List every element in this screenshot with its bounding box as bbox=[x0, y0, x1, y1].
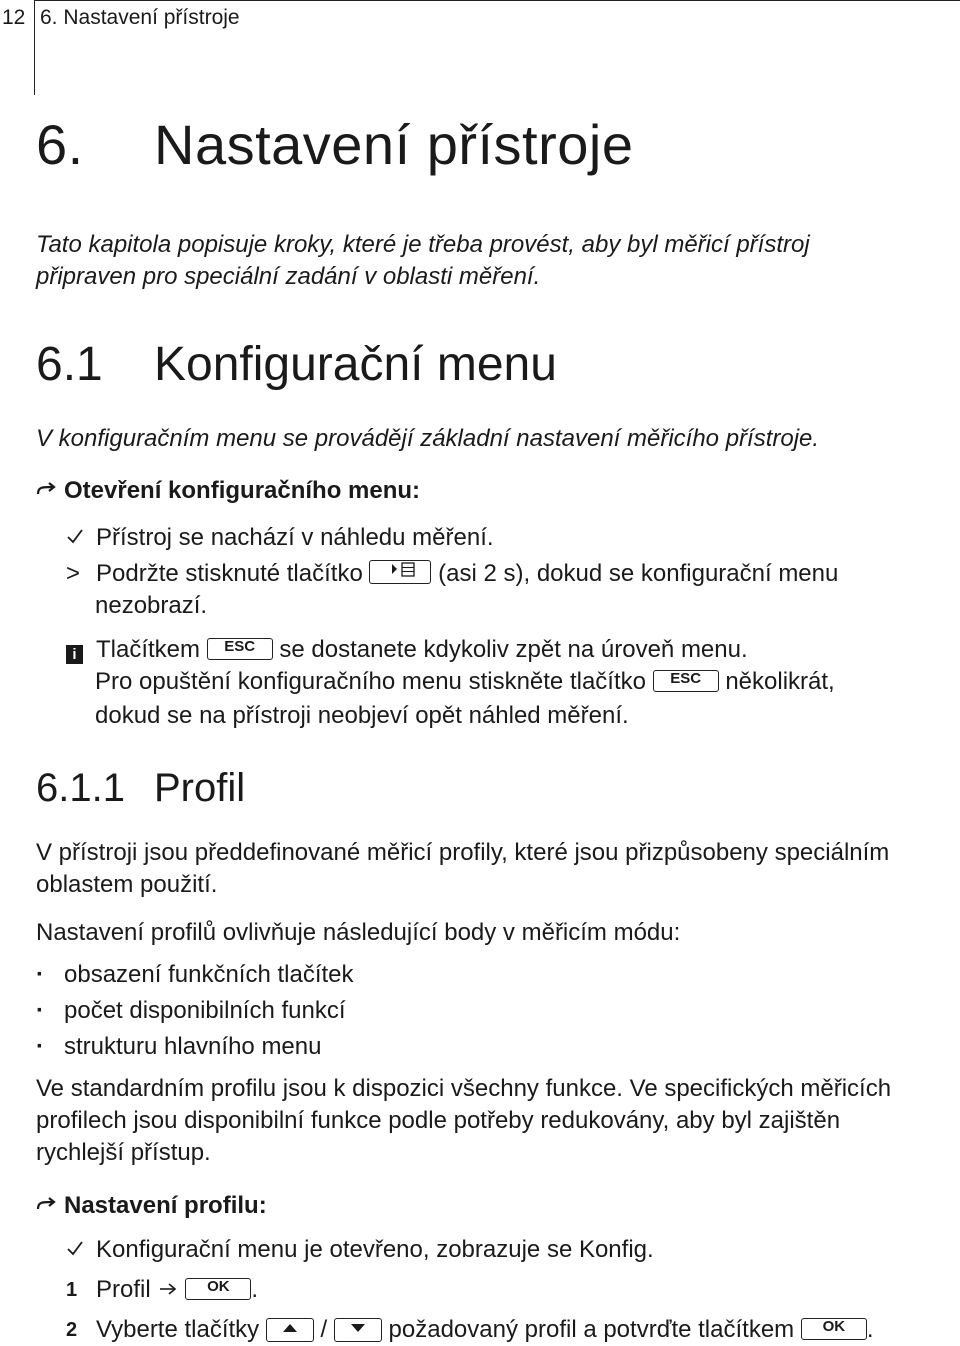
step-hold-key-cont: nezobrazí. bbox=[95, 592, 208, 619]
subsection-title: Profil bbox=[154, 766, 246, 810]
esc-key-icon: ESC bbox=[207, 638, 273, 660]
list-item: · obsazení funkčních tlačítek bbox=[36, 959, 354, 991]
chapter-heading bbox=[36, 112, 633, 177]
section-intro: V konfiguračním menu se provádějí základní nastavení měřicího přístroje. bbox=[36, 425, 820, 452]
step-number: 2 bbox=[66, 1319, 78, 1341]
step-marker: > bbox=[66, 560, 81, 587]
info-note: i Tlačítkem ESC se dostanete kdykoliv zpět na úroveň menu. bbox=[66, 634, 748, 666]
page-number: 12 bbox=[2, 6, 26, 29]
ok-key-icon: OK bbox=[801, 1318, 867, 1340]
bullet-icon: · bbox=[36, 961, 44, 988]
chapter-number: 6. bbox=[36, 113, 84, 176]
procedure-arrow-icon bbox=[36, 475, 64, 507]
bullet-icon: · bbox=[36, 997, 44, 1024]
info-icon: i bbox=[66, 645, 83, 664]
check-icon bbox=[66, 522, 96, 554]
prerequisite: Přístroj se nachází v náhledu měření. bbox=[66, 522, 494, 554]
step-2: 2 Vyberte tlačítky / požadovaný profil a potvrďte tlačítkem OK . bbox=[66, 1314, 874, 1346]
check-icon bbox=[66, 1234, 96, 1266]
esc-key-icon: ESC bbox=[653, 670, 719, 692]
step-hold-key: > Podržte stisknuté tlačítko (asi 2 s), dokud se konfigurační menu bbox=[66, 558, 838, 590]
subsection-number: 6.1.1 bbox=[36, 766, 125, 810]
arrow-up-key-icon bbox=[266, 1318, 314, 1342]
step-1: 1 Profil OK . bbox=[66, 1274, 258, 1306]
bullet-icon: · bbox=[36, 1033, 44, 1060]
section-title: Konfigurační menu bbox=[154, 338, 557, 391]
chapter-intro: Tato kapitola popisuje kroky, které je třeba provést, aby byl měřicí přístroj připraven pro speciální zadání v oblasti měření. bbox=[36, 231, 810, 290]
procedure-arrow-icon bbox=[36, 1190, 64, 1222]
section-number: 6.1 bbox=[36, 338, 103, 391]
profile-para-3: Ve standardním profilu jsou k dispozici všechny funkce. Ve specifických měřicích profilech jsou disponibilní funkce podle potřeby redukovány, aby byl zajištěn rychlejší přístup. bbox=[36, 1075, 892, 1166]
chapter-title: Nastavení přístroje bbox=[154, 113, 634, 176]
step-number: 1 bbox=[66, 1279, 78, 1301]
arrow-down-key-icon bbox=[334, 1318, 382, 1342]
info-note-line3: dokud se na přístroji neobjeví opět náhled měření. bbox=[95, 702, 629, 729]
list-item: · strukturu hlavního menu bbox=[36, 1031, 321, 1063]
profile-para-1: V přístroji jsou předdefinované měřicí profily, které jsou přizpůsobeny speciálním oblastem použití. bbox=[36, 839, 890, 898]
arrow-right-icon bbox=[157, 1274, 185, 1306]
info-note-line2: Pro opuštění konfiguračního menu stiskněte tlačítko ESC několikrát, bbox=[95, 668, 835, 695]
procedure-title-set-profile: Nastavení profilu: bbox=[36, 1190, 267, 1222]
section-heading-6-1 bbox=[36, 337, 557, 392]
ok-key-icon: OK bbox=[185, 1278, 251, 1300]
header-divider-vertical bbox=[34, 0, 35, 95]
header-divider-horizontal bbox=[34, 0, 960, 1]
list-item: · počet disponibilních funkcí bbox=[36, 995, 346, 1027]
prerequisite: Konfigurační menu je otevřeno, zobrazuje se Konfig. bbox=[66, 1234, 654, 1266]
menu-key-icon bbox=[369, 560, 431, 584]
profile-para-2: Nastavení profilů ovlivňuje následující body v měřicím módu: bbox=[36, 919, 681, 946]
running-title: 6. Nastavení přístroje bbox=[40, 6, 240, 29]
section-heading-6-1-1 bbox=[36, 766, 245, 811]
procedure-title-open-menu: Otevření konfiguračního menu: bbox=[36, 475, 420, 507]
